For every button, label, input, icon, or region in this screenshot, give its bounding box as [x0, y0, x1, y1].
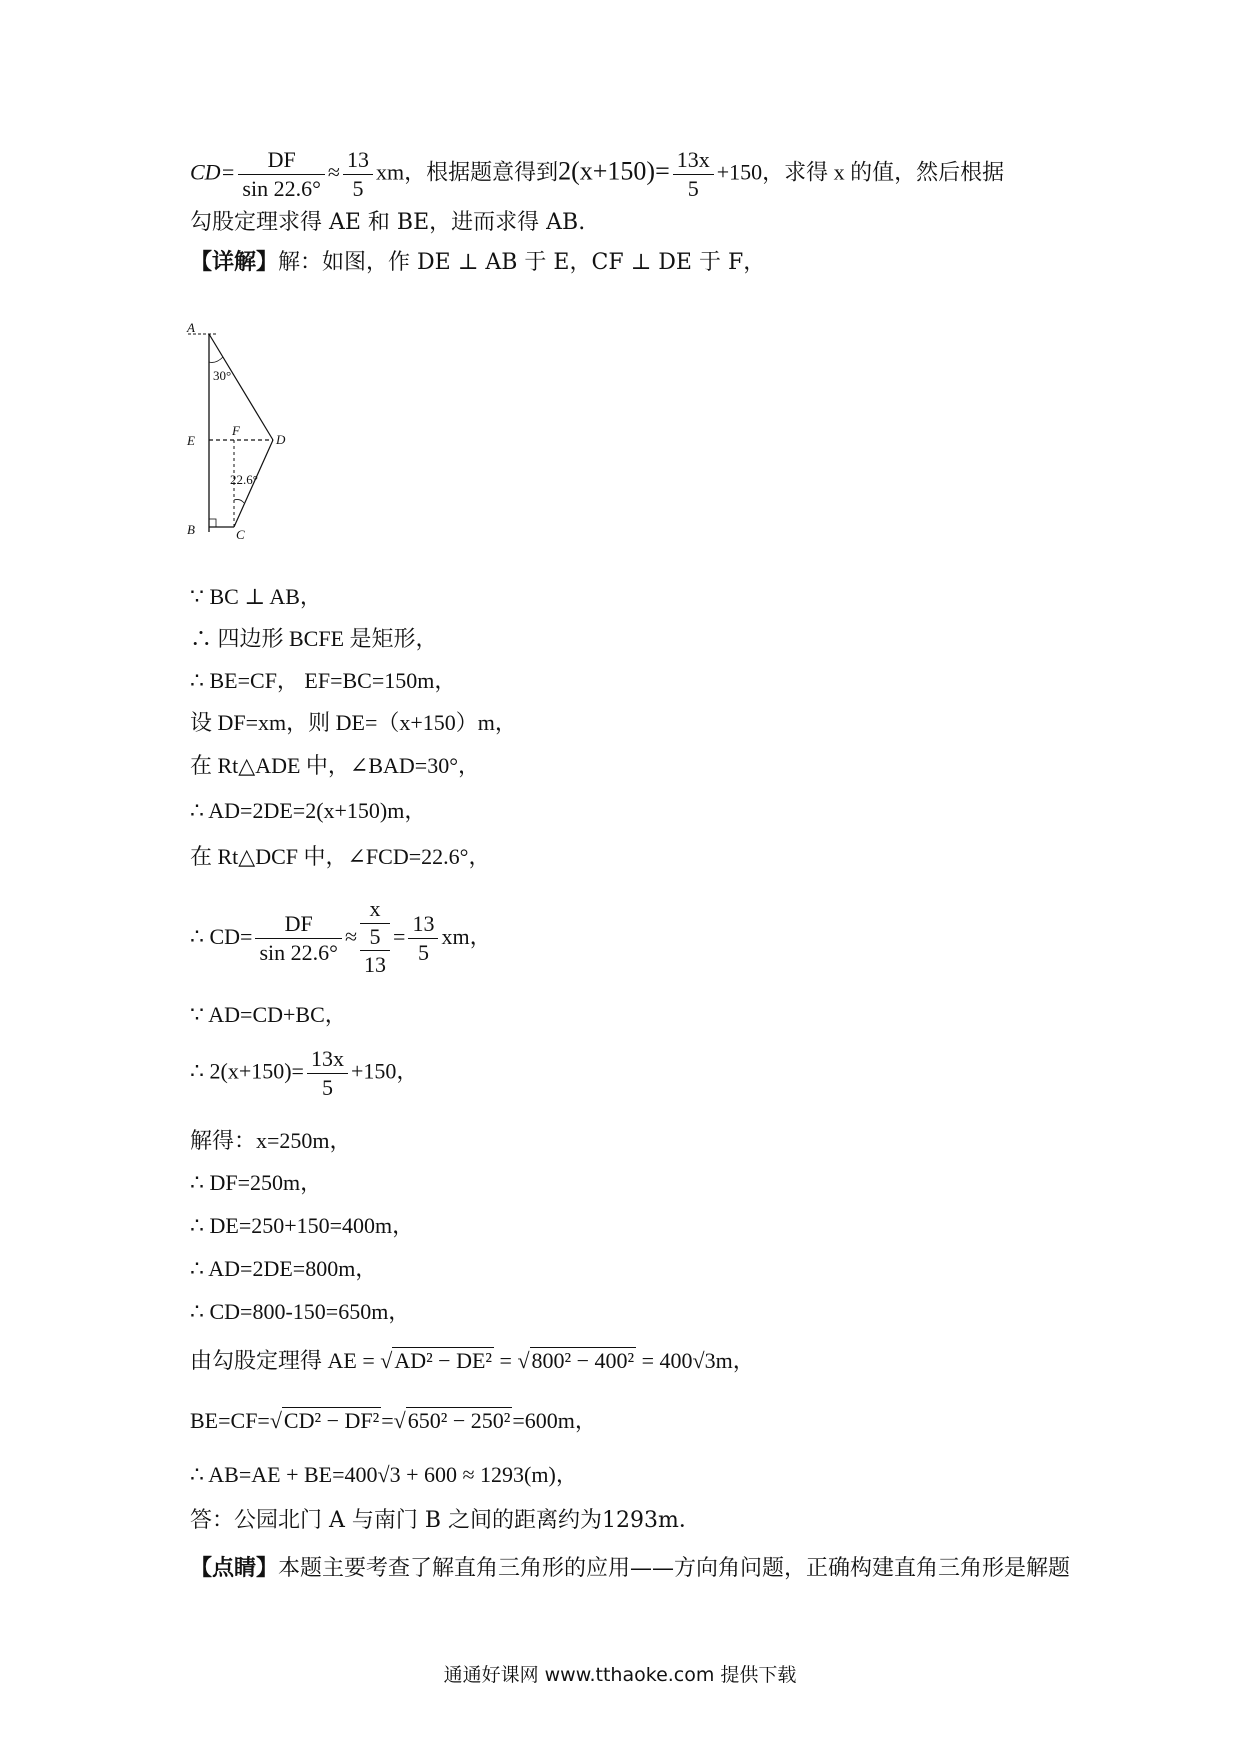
label-a: A [187, 320, 195, 335]
comment-line [190, 1553, 1070, 1584]
fraction-df-sin-2: $\frac{DF}{\sin 22.6^\circ}$ [255, 910, 341, 967]
label-b: B [187, 522, 195, 537]
step-7: 在 Rt△DCF 中，∠FCD=22.6°， [190, 844, 491, 869]
step-16: 由勾股定理得 AE = √AD² − DE² = √800² − 400² = 400√3m， [190, 1348, 755, 1373]
intro-line-2: 勾股定理求得 AE 和 BE，进而求得 AB. [190, 210, 586, 235]
step-2: ∴ 四边形 BCFE 是矩形， [190, 626, 438, 651]
step-17: BE=CF=√CD² − DF²=√650² − 250²=600m， [190, 1408, 597, 1433]
step-14: ∴ AD=2DE=800m， [190, 1256, 378, 1281]
comment-label: 【点睛】 [190, 1555, 279, 1581]
step-19: 答：公园北门 A 与南门 B 之间的距离约为1293m． [190, 1508, 701, 1533]
fraction-13-5: $\frac{13}{5}$ [343, 146, 373, 203]
fraction-x-5-13: x 5 13 [360, 895, 390, 979]
detail-text: 解：如图，作 DE ⊥ AB 于 E，CF ⊥ DE 于 F， [278, 250, 766, 275]
fraction-13-5-2: $\frac{13}{5}$ [408, 910, 438, 967]
step-9: ∵ AD=CD+BC， [190, 1002, 347, 1027]
label-c: C [236, 527, 245, 542]
triangle-figure [188, 312, 308, 552]
label-e: E [187, 433, 195, 448]
fraction-13x-5: $\frac{13x}{5}$ [673, 146, 714, 203]
step-10: ∴ 2(x+150)= $\frac{13x}{5}$ +150， [190, 1046, 419, 1100]
label-f: F [232, 423, 240, 438]
angle-30-label: 30° [213, 368, 232, 383]
step-12: ∴ DF=250m， [190, 1170, 323, 1195]
detail-label: 【详解】 [190, 249, 279, 275]
footer-text: 通通好课网 www.tthaoke.com 提供下载 [443, 1664, 797, 1686]
step-8: ∴ CD= $\frac{DF}{\sin 22.6^\circ}$ ≈ x 5 13 = $\frac{13}{5}$ xm， [190, 896, 492, 977]
detail-line [190, 247, 765, 278]
step-1: ∵ BC ⊥ AB， [190, 584, 322, 609]
step-18: ∴ AB=AE + BE=400√3 + 600 ≈ 1293(m)， [190, 1462, 578, 1487]
line-ad [209, 334, 273, 440]
label-d: D [276, 432, 286, 447]
step-15: ∴ CD=800-150=650m， [190, 1299, 411, 1324]
fraction-df-sin: $\frac{DF}{\sin 22.6^\circ}$ [238, 146, 324, 203]
step-13: ∴ DE=250+150=400m， [190, 1213, 415, 1238]
step-4: 设 DF=xm，则 DE=（x+150）m， [190, 710, 517, 735]
angle-22-label: 22.6° [230, 472, 258, 487]
fraction-13x-5-2: $\frac{13x}{5}$ [307, 1045, 348, 1102]
intro-line-1: CD= $\frac{DF}{\sin 22.6^\circ}$ ≈ $\frac{13}{5}$ xm，根据题意得到2(x+150)= $\frac{13x}{5}$ +150，求得 x 的值，然后根据 [190, 147, 1005, 201]
step-11: 解得：x=250m， [190, 1128, 352, 1153]
comment-text: 本题主要考查了解直角三角形的应用——方向角问题，正确构建直角三角形是解题 [278, 1556, 1071, 1581]
step-3: ∴ BE=CF， EF=BC=150m， [190, 668, 457, 693]
step-5: 在 Rt△ADE 中，∠BAD=30°， [190, 753, 481, 778]
step-6: ∴ AD=2DE=2(x+150)m， [190, 798, 427, 823]
